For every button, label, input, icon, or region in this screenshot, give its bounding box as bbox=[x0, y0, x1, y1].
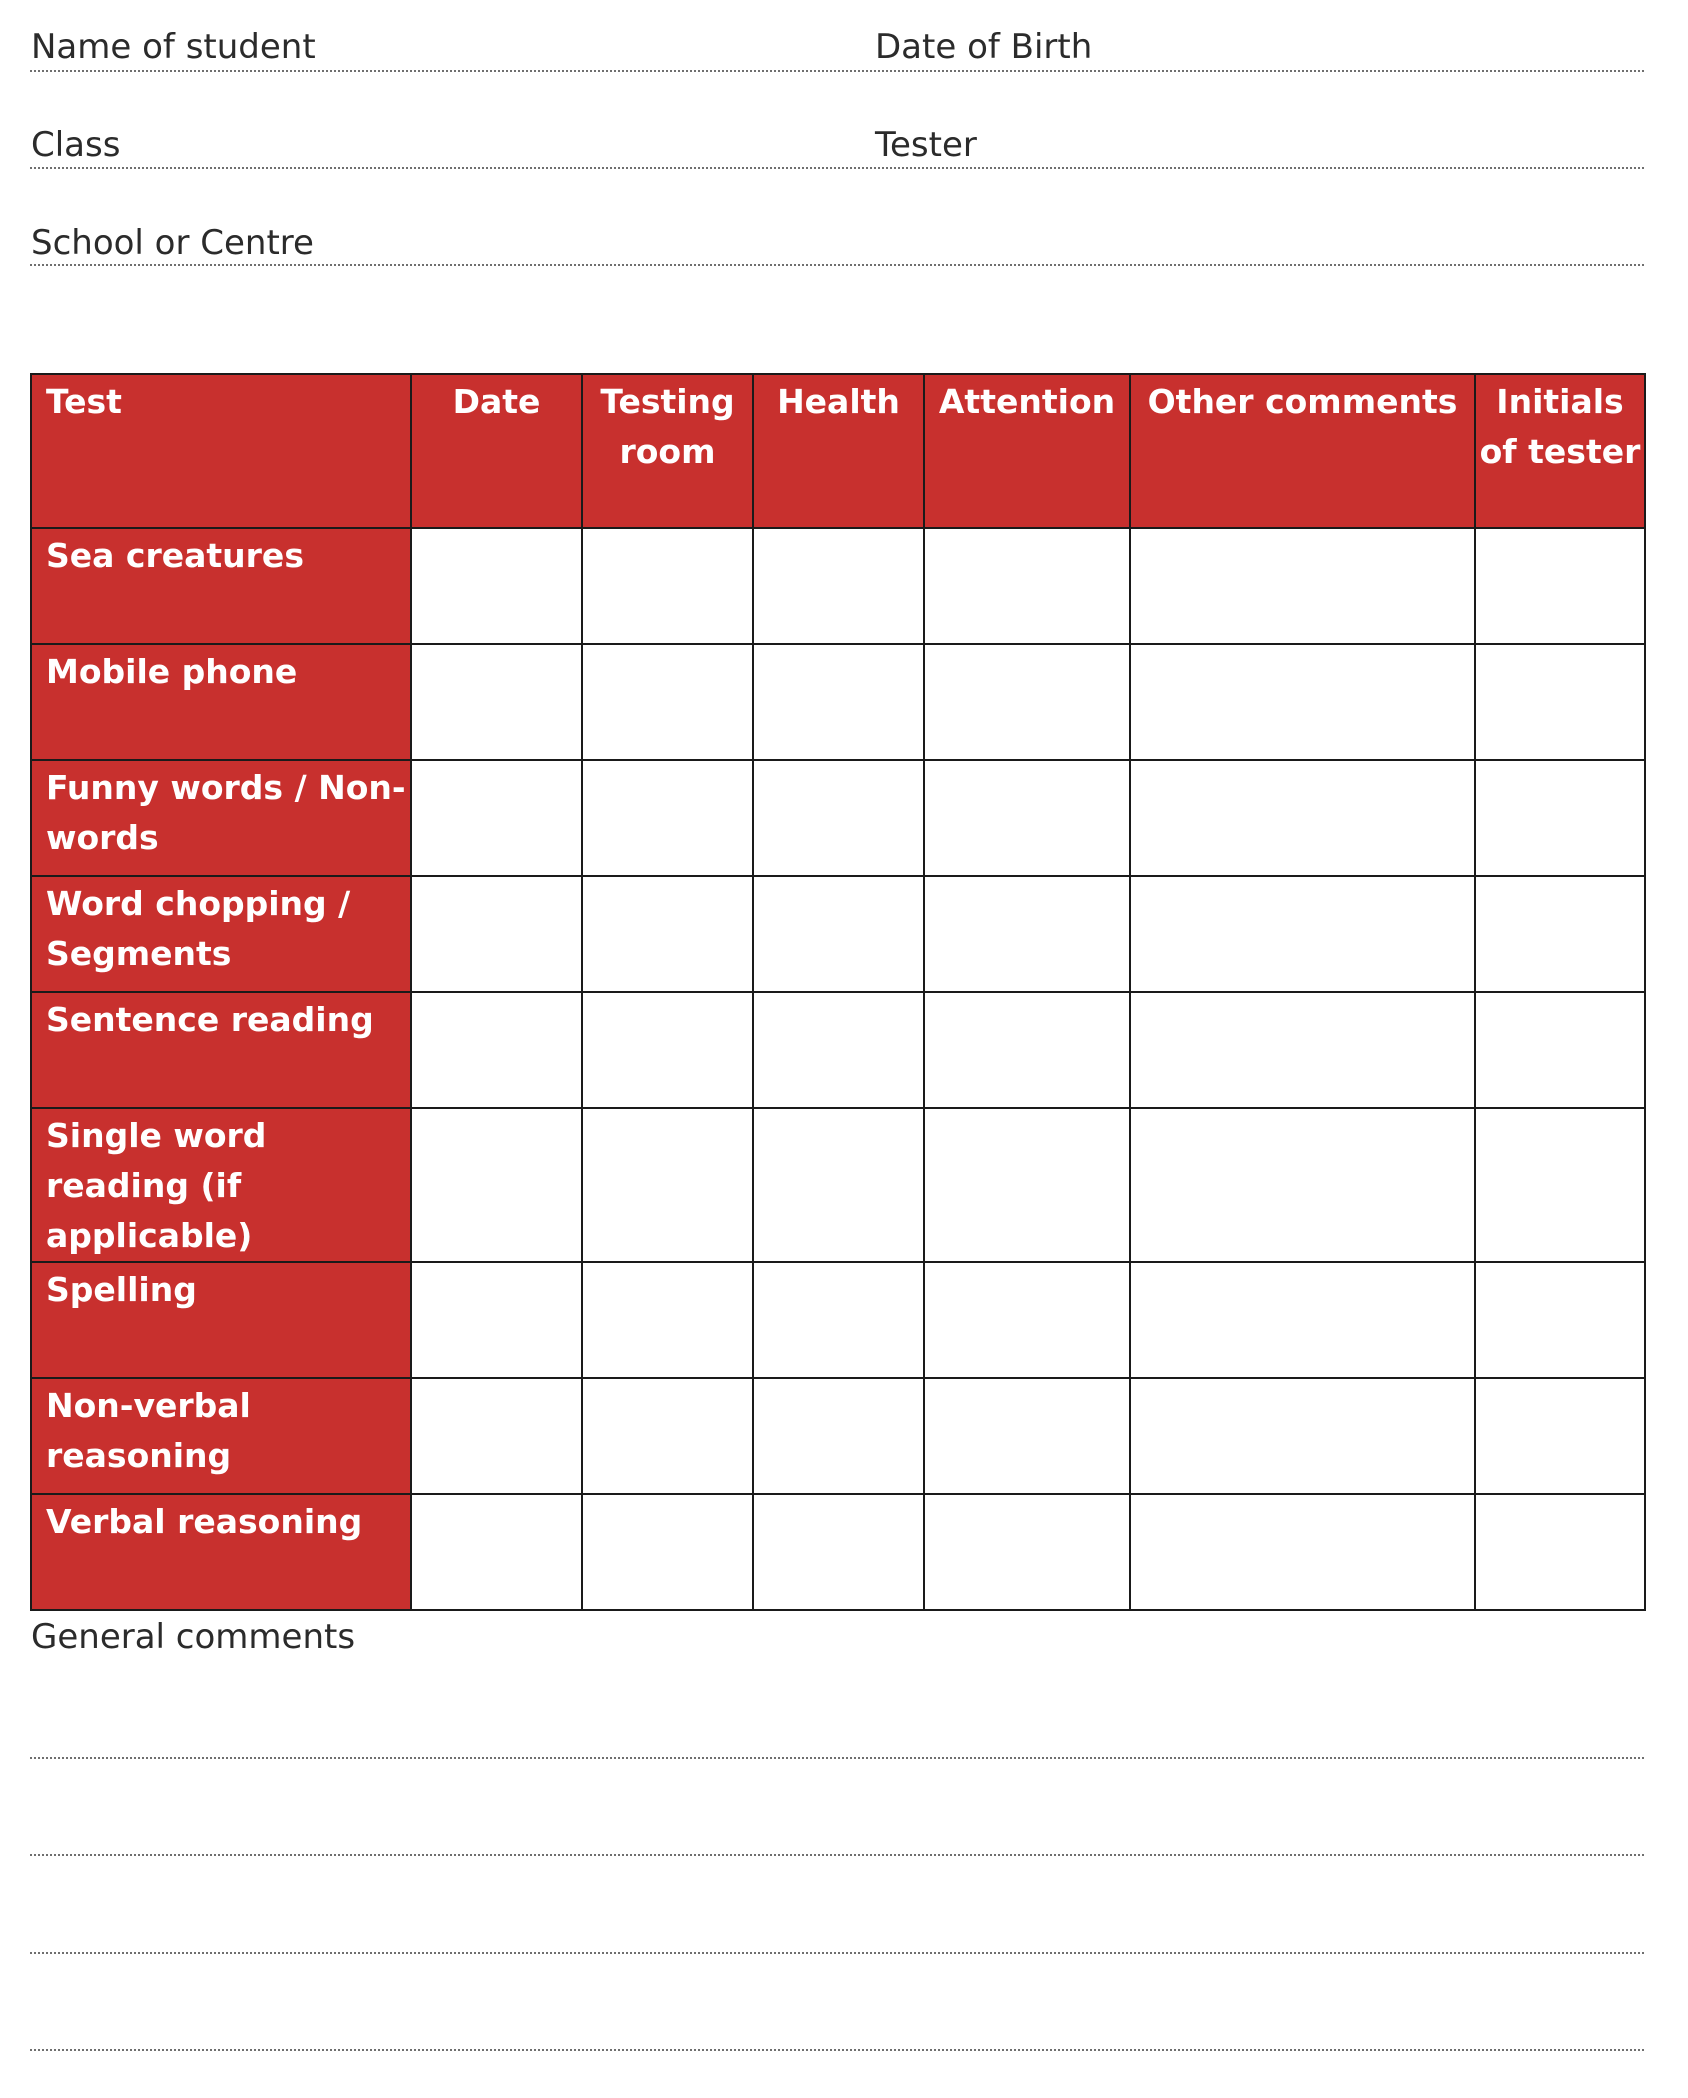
general-comments-line-4[interactable] bbox=[30, 2049, 1644, 2051]
cell-health[interactable] bbox=[753, 1378, 924, 1494]
column-header-testing-room: Testing room bbox=[582, 374, 753, 528]
cell-testing-room[interactable] bbox=[582, 1494, 753, 1610]
school-or-centre-field-line[interactable] bbox=[30, 264, 1644, 266]
row-label-mobile-phone: Mobile phone bbox=[31, 644, 411, 760]
table-header-row bbox=[31, 374, 1645, 528]
row-label-sea-creatures: Sea creatures bbox=[31, 528, 411, 644]
cell-health[interactable] bbox=[753, 876, 924, 992]
name-of-student-label: Name of student bbox=[31, 27, 316, 67]
cell-health[interactable] bbox=[753, 644, 924, 760]
name-and-dob-field-line[interactable] bbox=[30, 70, 1644, 72]
cell-date[interactable] bbox=[411, 1108, 582, 1262]
cell-other-comments[interactable] bbox=[1130, 1494, 1475, 1610]
cell-health[interactable] bbox=[753, 760, 924, 876]
cell-initials-of-tester[interactable] bbox=[1475, 760, 1645, 876]
general-comments-label: General comments bbox=[31, 1617, 356, 1657]
row-label-word-chopping: Word chopping / Segments bbox=[31, 876, 411, 992]
cell-testing-room[interactable] bbox=[582, 1108, 753, 1262]
cell-attention[interactable] bbox=[924, 528, 1130, 644]
cell-other-comments[interactable] bbox=[1130, 528, 1475, 644]
column-header-other-comments: Other comments bbox=[1130, 374, 1475, 528]
row-label-non-verbal-reasoning: Non-verbal reasoning bbox=[31, 1378, 411, 1494]
cell-health[interactable] bbox=[753, 1108, 924, 1262]
cell-other-comments[interactable] bbox=[1130, 644, 1475, 760]
row-label-single-word-reading: Single word reading (if applicable) bbox=[31, 1108, 411, 1262]
row-label-spelling: Spelling bbox=[31, 1262, 411, 1378]
cell-date[interactable] bbox=[411, 992, 582, 1108]
date-of-birth-label: Date of Birth bbox=[875, 27, 1093, 67]
table-row bbox=[31, 992, 1645, 1108]
cell-initials-of-tester[interactable] bbox=[1475, 1378, 1645, 1494]
cell-health[interactable] bbox=[753, 992, 924, 1108]
cell-date[interactable] bbox=[411, 644, 582, 760]
table-row bbox=[31, 528, 1645, 644]
cell-date[interactable] bbox=[411, 1378, 582, 1494]
general-comments-line-3[interactable] bbox=[30, 1952, 1644, 1954]
cell-other-comments[interactable] bbox=[1130, 992, 1475, 1108]
cell-health[interactable] bbox=[753, 528, 924, 644]
cell-attention[interactable] bbox=[924, 1262, 1130, 1378]
cell-attention[interactable] bbox=[924, 644, 1130, 760]
cell-attention[interactable] bbox=[924, 1494, 1130, 1610]
cell-date[interactable] bbox=[411, 1262, 582, 1378]
table-row bbox=[31, 644, 1645, 760]
cell-date[interactable] bbox=[411, 528, 582, 644]
class-and-tester-field-line[interactable] bbox=[30, 167, 1644, 169]
general-comments-line-1[interactable] bbox=[30, 1757, 1644, 1759]
cell-testing-room[interactable] bbox=[582, 760, 753, 876]
column-header-health: Health bbox=[753, 374, 924, 528]
table-row bbox=[31, 1108, 1645, 1262]
row-label-verbal-reasoning: Verbal reasoning bbox=[31, 1494, 411, 1610]
table-row bbox=[31, 1262, 1645, 1378]
cell-testing-room[interactable] bbox=[582, 1262, 753, 1378]
table-row bbox=[31, 1494, 1645, 1610]
cell-date[interactable] bbox=[411, 876, 582, 992]
cell-health[interactable] bbox=[753, 1262, 924, 1378]
cell-attention[interactable] bbox=[924, 760, 1130, 876]
cell-testing-room[interactable] bbox=[582, 992, 753, 1108]
cell-initials-of-tester[interactable] bbox=[1475, 1494, 1645, 1610]
cell-testing-room[interactable] bbox=[582, 528, 753, 644]
column-header-initials-of-tester: Initials of tester bbox=[1475, 374, 1645, 528]
cell-other-comments[interactable] bbox=[1130, 1108, 1475, 1262]
cell-attention[interactable] bbox=[924, 876, 1130, 992]
column-header-date: Date bbox=[411, 374, 582, 528]
row-label-sentence-reading: Sentence reading bbox=[31, 992, 411, 1108]
cell-date[interactable] bbox=[411, 1494, 582, 1610]
general-comments-line-2[interactable] bbox=[30, 1854, 1644, 1856]
tester-label: Tester bbox=[875, 125, 977, 165]
cell-initials-of-tester[interactable] bbox=[1475, 1108, 1645, 1262]
cell-initials-of-tester[interactable] bbox=[1475, 528, 1645, 644]
table-row bbox=[31, 760, 1645, 876]
column-header-attention: Attention bbox=[924, 374, 1130, 528]
row-label-funny-words: Funny words / Non-words bbox=[31, 760, 411, 876]
cell-initials-of-tester[interactable] bbox=[1475, 992, 1645, 1108]
table-row bbox=[31, 876, 1645, 992]
cell-other-comments[interactable] bbox=[1130, 876, 1475, 992]
cell-date[interactable] bbox=[411, 760, 582, 876]
cell-attention[interactable] bbox=[924, 1108, 1130, 1262]
cell-other-comments[interactable] bbox=[1130, 760, 1475, 876]
cell-health[interactable] bbox=[753, 1494, 924, 1610]
cell-other-comments[interactable] bbox=[1130, 1378, 1475, 1494]
table-row bbox=[31, 1378, 1645, 1494]
cell-testing-room[interactable] bbox=[582, 876, 753, 992]
school-or-centre-label: School or Centre bbox=[31, 223, 314, 263]
cell-initials-of-tester[interactable] bbox=[1475, 876, 1645, 992]
column-header-test: Test bbox=[31, 374, 411, 528]
class-label: Class bbox=[31, 125, 121, 165]
cell-attention[interactable] bbox=[924, 992, 1130, 1108]
cell-initials-of-tester[interactable] bbox=[1475, 644, 1645, 760]
cell-testing-room[interactable] bbox=[582, 644, 753, 760]
cell-other-comments[interactable] bbox=[1130, 1262, 1475, 1378]
cell-testing-room[interactable] bbox=[582, 1378, 753, 1494]
cell-attention[interactable] bbox=[924, 1378, 1130, 1494]
cell-initials-of-tester[interactable] bbox=[1475, 1262, 1645, 1378]
test-record-table bbox=[30, 373, 1646, 1611]
